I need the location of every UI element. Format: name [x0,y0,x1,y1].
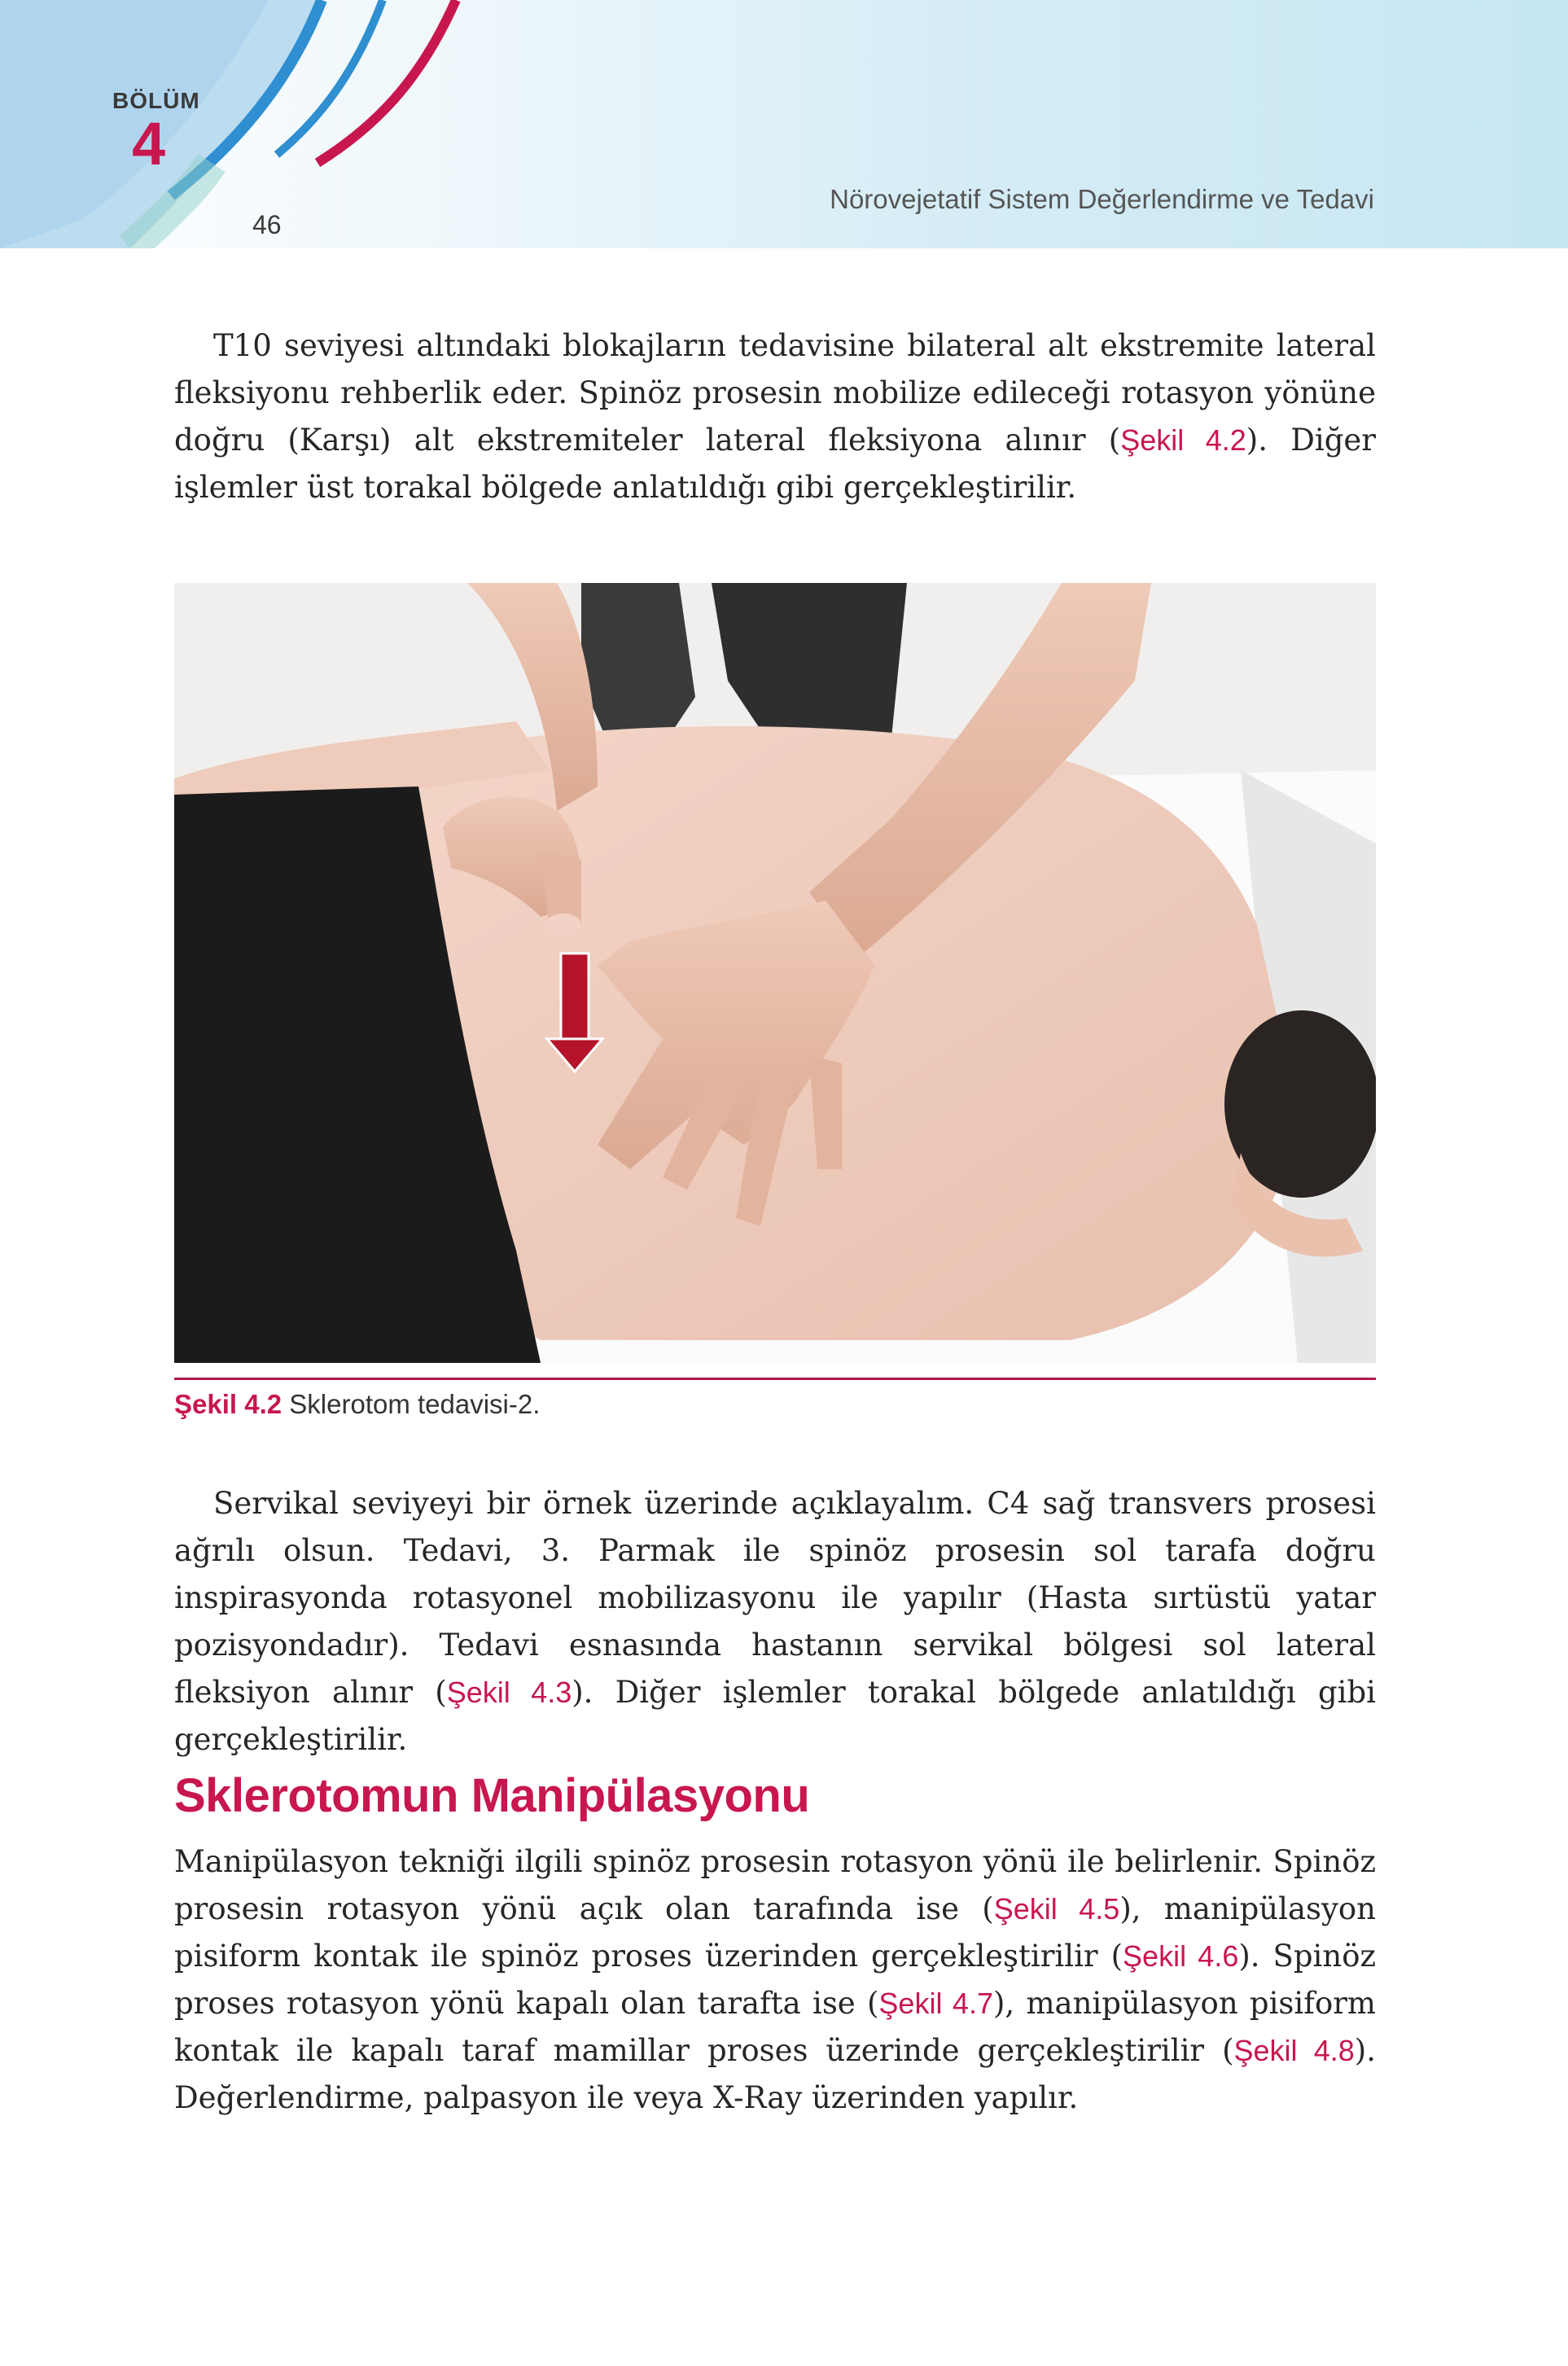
paragraph-text: ). Diğer işlemler üst torakal bölgede anlatıldığı gibi gerçekleştirilir. [174,423,1376,505]
running-title: Nörovejetatif Sistem Değerlendirme ve Tedavi [830,184,1374,214]
figure-reference-link[interactable]: Şekil 4.8 [1233,2034,1355,2067]
figure-reference-link[interactable]: Şekil 4.6 [1123,1939,1239,1973]
figure-caption [174,1389,540,1420]
body-paragraph [174,1480,1376,1764]
paragraph-text: ). Değerlendirme, palpasyon ile veya X-Ray üzerinden yapılır. [174,2033,1376,2115]
header-decoration [0,0,570,248]
treatment-photo [174,583,1376,1363]
section-heading: Sklerotomun Manipülasyonu [174,1769,810,1822]
paragraph-text: ). Diğer işlemler torakal bölgede anlatıldığı gibi gerçekleştirilir. [174,1675,1377,1757]
figure-reference-link[interactable]: Şekil 4.5 [993,1892,1120,1926]
figure-photo [174,583,1376,1363]
figure-reference-link[interactable]: Şekil 4.3 [446,1676,572,1709]
body-paragraph [174,1838,1376,2122]
page-number: 46 [252,210,282,239]
chapter-label: BÖLÜM [112,88,200,113]
paragraph-text: T10 seviyesi altındaki blokajların tedavisine bilateral alt ekstremite lateral fleksiyonu rehberlik eder. Spinöz prosesin mobilize edileceği rotasyon yönüne doğru (Karşı) alt ekstremiteler lateral fleksiyona alınır ( [174,328,1376,458]
figure-reference-link[interactable]: Şekil 4.7 [878,1987,993,2020]
body-paragraph [174,322,1376,511]
paragraph-text: Manipülasyon tekniği ilgili spinöz prosesin rotasyon yönü ile belirlenir. Spinöz prosesin rotasyon yönü açık olan tarafında ise ( [174,1844,1376,1926]
paragraph-text: Servikal seviyeyi bir örnek üzerinde açıklayalım. C4 sağ transvers prosesi ağrılı olsun. Tedavi, 3. Parmak ile spinöz prosesin sol tarafa doğru inspirasyonda rotasyonel mobilizasyonu ile yapılır (Hasta sırtüstü yatar pozisyondadır). Tedavi esnasında hastanın servikal bölgesi sol lateral fleksiyon alınır ( [174,1486,1376,1710]
paragraph-text: ), manipülasyon pisiform kontak ile kapalı taraf mamillar proses üzerinde gerçekleştirilir ( [174,1986,1376,2068]
caption-text: Sklerotom tedavisi-2. [289,1389,541,1419]
figure-reference-link[interactable]: Şekil 4.2 [1120,423,1246,457]
chapter-number: 4 [132,110,166,177]
caption-number: Şekil 4.2 [174,1389,283,1419]
figure-divider [174,1378,1376,1380]
page-header [0,0,1568,248]
paragraph-text: ), manipülasyon pisiform kontak ile spinöz proses üzerinden gerçekleştirilir ( [174,1891,1377,1974]
paragraph-text: ). Spinöz proses rotasyon yönü kapalı olan tarafta ise ( [174,1939,1376,2021]
